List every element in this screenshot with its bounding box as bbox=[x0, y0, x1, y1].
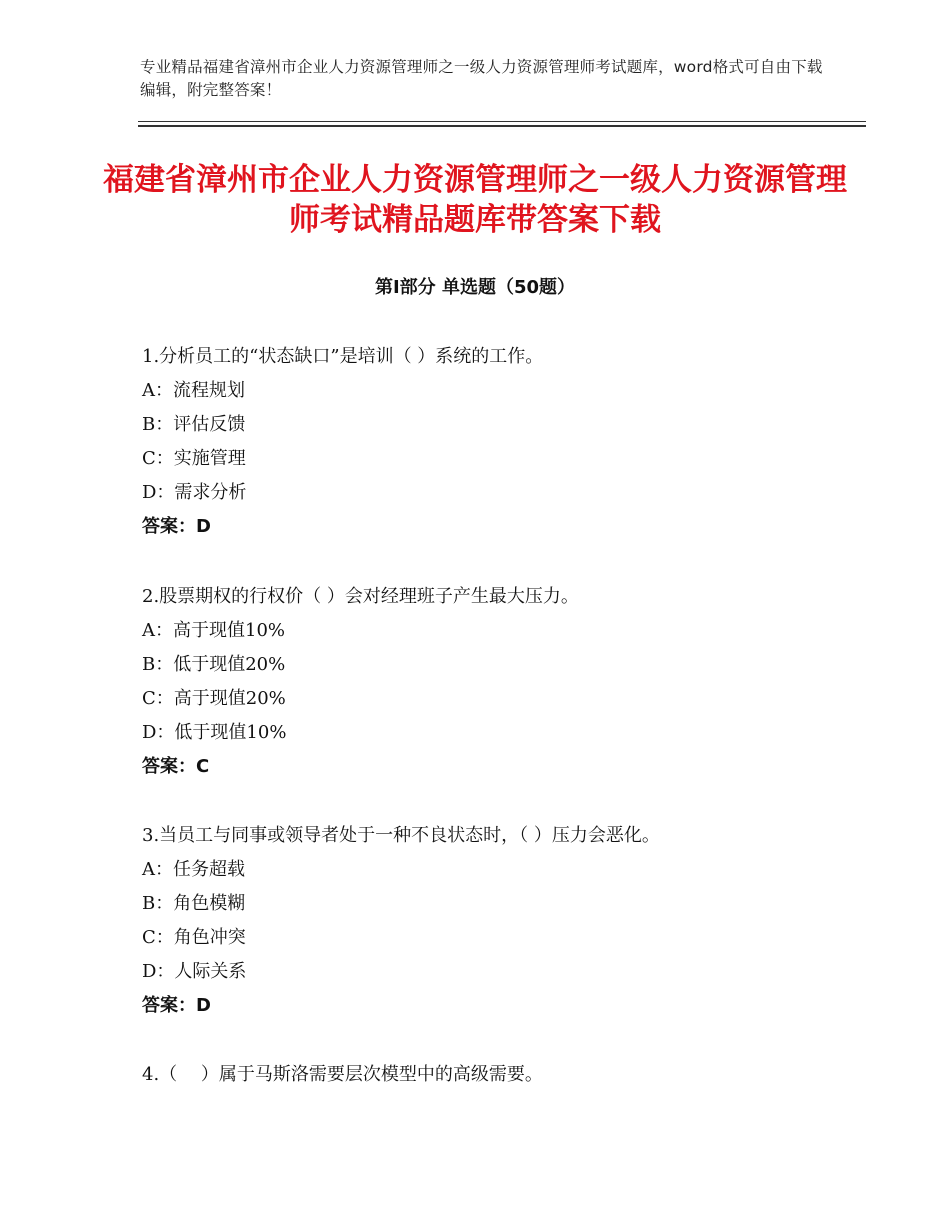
document-title: 福建省漳州市企业人力资源管理师之一级人力资源管理师考试精品题库带答案下载 bbox=[103, 162, 847, 238]
question-2-answer: 答案：C bbox=[142, 756, 210, 777]
question-2-option-b: B：低于现值20% bbox=[142, 654, 286, 675]
header-divider-thick bbox=[138, 125, 866, 127]
section-heading: 第Ⅰ部分 单选题（50题） bbox=[374, 277, 575, 298]
header-note: 专业精品福建省漳州市企业人力资源管理师之一级人力资源管理师考试题库，word格式可自由下载编辑，附完整答案！ bbox=[140, 58, 823, 99]
question-3-option-a: A：任务超载 bbox=[142, 859, 245, 880]
question-2-option-a: A：高于现值10% bbox=[142, 620, 286, 641]
question-3-option-b: B：角色模糊 bbox=[142, 893, 246, 914]
question-3-answer: 答案：D bbox=[142, 995, 211, 1016]
question-2-option-d: D：低于现值10% bbox=[142, 722, 287, 743]
question-2-stem: 2.股票期权的行权价（ ）会对经理班子产生最大压力。 bbox=[142, 586, 579, 607]
question-1-answer: 答案：D bbox=[142, 516, 211, 537]
question-3-stem: 3.当员工与同事或领导者处于一种不良状态时，（ ）压力会恶化。 bbox=[142, 825, 660, 846]
question-1-option-b: B：评估反馈 bbox=[142, 414, 246, 435]
question-1-option-d: D：需求分析 bbox=[142, 482, 247, 503]
question-3-option-d: D：人际关系 bbox=[142, 961, 247, 982]
question-1-stem: 1.分析员工的“状态缺口”是培训（ ）系统的工作。 bbox=[142, 346, 544, 367]
question-3-option-c: C：角色冲突 bbox=[142, 927, 246, 948]
question-1-option-c: C：实施管理 bbox=[142, 448, 246, 469]
question-1-option-a: A：流程规划 bbox=[142, 380, 245, 401]
question-4-stem: 4.（ ）属于马斯洛需要层次模型中的高级需要。 bbox=[142, 1064, 543, 1085]
question-2-option-c: C：高于现值20% bbox=[142, 688, 286, 709]
header-divider bbox=[138, 121, 866, 122]
